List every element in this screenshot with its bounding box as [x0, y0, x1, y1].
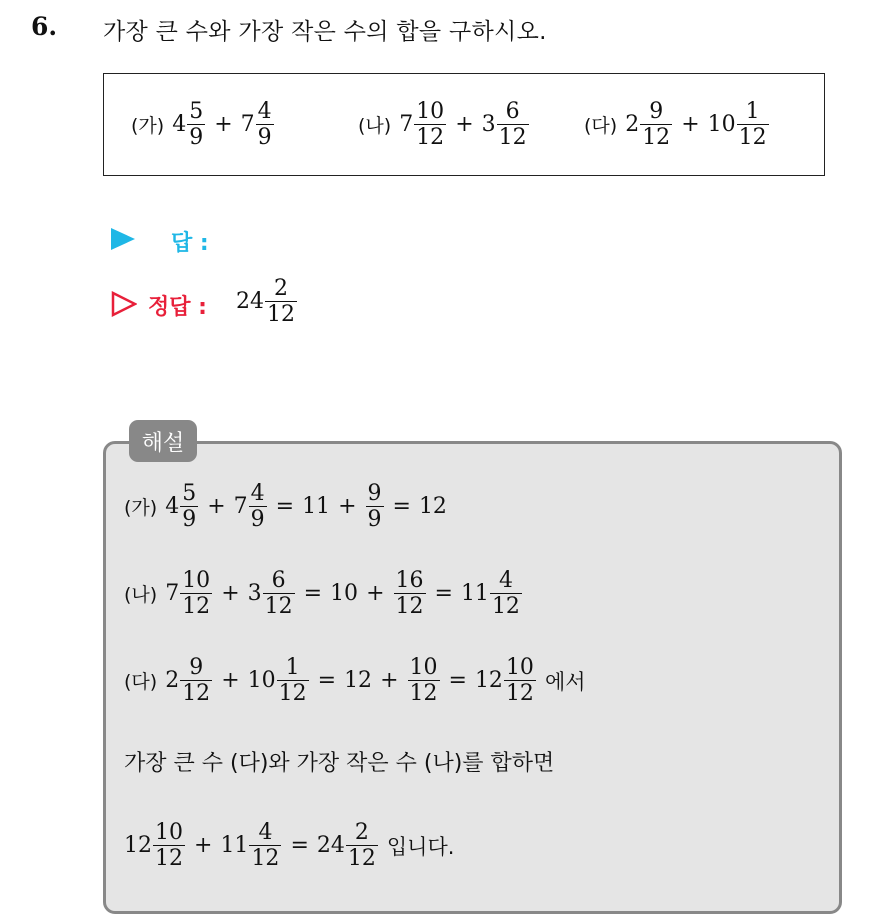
equals-sign: = — [317, 668, 337, 694]
question-number: 6. — [31, 12, 58, 41]
numerator: 5 — [182, 481, 197, 506]
fraction — [414, 99, 446, 151]
plus-sign: + — [681, 112, 700, 138]
denominator: 12 — [642, 125, 671, 151]
denominator: 12 — [155, 846, 183, 872]
play-arrow-icon — [111, 228, 135, 250]
denominator: 9 — [189, 125, 204, 151]
option-ga — [131, 99, 275, 151]
numerator: 1 — [745, 99, 760, 124]
numerator: 1 — [285, 655, 300, 680]
numerator: 10 — [505, 655, 534, 680]
plus-sign: + — [214, 112, 233, 138]
denominator: 12 — [395, 594, 424, 620]
option-label: (다) — [584, 115, 618, 138]
numerator: 4 — [257, 99, 272, 124]
whole-number: 2 — [165, 668, 180, 694]
whole-number: 3 — [481, 112, 496, 138]
numerator: 16 — [395, 568, 424, 593]
numerator: 10 — [416, 99, 445, 124]
whole-number: 12 — [344, 668, 373, 694]
denominator: 9 — [250, 507, 265, 533]
numerator: 9 — [649, 99, 664, 124]
whole-number: 24 — [236, 289, 264, 315]
plus-sign: + — [380, 668, 399, 694]
denominator: 9 — [182, 507, 197, 533]
explanation-line-ga — [124, 481, 447, 533]
whole-number: 7 — [165, 581, 180, 607]
numerator: 9 — [189, 655, 204, 680]
numerator: 9 — [367, 481, 382, 506]
whole-number: 7 — [399, 112, 414, 138]
option-label: (가) — [124, 497, 158, 520]
denominator: 12 — [505, 681, 534, 707]
whole-number: 10 — [330, 581, 359, 607]
suffix-text: 입니다. — [386, 834, 455, 859]
denominator: 9 — [257, 125, 272, 151]
plus-sign: + — [366, 581, 385, 607]
equals-sign: = — [303, 581, 323, 607]
fraction — [180, 481, 198, 533]
plus-sign: + — [221, 668, 240, 694]
fraction — [180, 568, 212, 620]
fraction — [640, 99, 672, 151]
whole-number: 11 — [460, 581, 489, 607]
fraction — [490, 568, 522, 620]
fraction — [153, 820, 185, 872]
plus-sign: + — [455, 112, 474, 138]
correct-answer-label: 정답 : — [148, 295, 207, 320]
fraction — [277, 655, 309, 707]
option-label: (나) — [358, 115, 392, 138]
whole-number: 10 — [247, 668, 276, 694]
fraction — [249, 820, 281, 872]
numerator: 2 — [274, 276, 288, 301]
whole-number: 4 — [165, 494, 180, 520]
denominator: 12 — [738, 125, 767, 151]
outline-arrow-icon — [111, 291, 137, 317]
plus-sign: + — [221, 581, 240, 607]
fraction — [265, 276, 297, 328]
denominator: 12 — [251, 846, 280, 872]
equals-sign: = — [448, 668, 467, 694]
answer-label: 답 : — [171, 231, 209, 256]
equals-sign: = — [290, 833, 309, 859]
numerator: 10 — [409, 655, 438, 680]
explanation-sentence: 가장 큰 수 (다)와 가장 작은 수 (나)를 합하면 — [124, 751, 555, 776]
fraction — [180, 655, 212, 707]
option-na — [358, 99, 530, 151]
numerator: 5 — [189, 99, 204, 124]
option-label: (나) — [124, 584, 158, 607]
fraction — [249, 481, 267, 533]
denominator: 12 — [491, 594, 520, 620]
numerator: 4 — [498, 568, 513, 593]
fraction — [366, 481, 384, 533]
option-label: (다) — [124, 671, 158, 694]
numerator: 6 — [271, 568, 286, 593]
explanation-line-na — [124, 568, 523, 620]
whole-number: 4 — [172, 112, 187, 138]
numerator: 10 — [155, 820, 183, 845]
whole-number: 11 — [302, 494, 331, 520]
whole-number: 10 — [707, 112, 736, 138]
whole-number: 11 — [220, 833, 249, 859]
explanation-tag: 해설 — [129, 420, 197, 462]
equals-sign: = — [392, 494, 411, 520]
whole-number: 12 — [124, 833, 152, 859]
denominator: 12 — [264, 594, 293, 620]
explanation-final — [124, 820, 454, 872]
equals-sign: = — [434, 581, 453, 607]
denominator: 12 — [347, 846, 376, 872]
equals-sign: = — [275, 494, 295, 520]
option-label: (가) — [131, 115, 165, 138]
whole-number: 7 — [233, 494, 248, 520]
fraction — [187, 99, 205, 151]
fraction — [263, 568, 295, 620]
denominator: 12 — [416, 125, 445, 151]
denominator: 9 — [367, 507, 382, 533]
suffix-text: 에서 — [544, 669, 586, 694]
fraction — [408, 655, 440, 707]
fraction — [394, 568, 426, 620]
whole-number: 24 — [316, 833, 345, 859]
option-da — [584, 99, 770, 151]
fraction — [497, 99, 529, 151]
fraction — [256, 99, 274, 151]
whole-number: 12 — [474, 668, 503, 694]
whole-number: 3 — [247, 581, 262, 607]
plus-sign: + — [338, 494, 357, 520]
numerator: 2 — [354, 820, 369, 845]
plus-sign: + — [194, 833, 213, 859]
numerator: 4 — [258, 820, 273, 845]
denominator: 12 — [267, 302, 295, 328]
whole-number: 7 — [240, 112, 255, 138]
correct-answer-value — [236, 276, 298, 328]
plus-sign: + — [207, 494, 226, 520]
numerator: 10 — [182, 568, 211, 593]
whole-number: 2 — [625, 112, 640, 138]
denominator: 12 — [498, 125, 527, 151]
denominator: 12 — [278, 681, 307, 707]
numerator: 4 — [250, 481, 265, 506]
fraction — [346, 820, 378, 872]
fraction — [737, 99, 769, 151]
explanation-line-da — [124, 655, 586, 707]
denominator: 12 — [182, 681, 211, 707]
denominator: 12 — [182, 594, 211, 620]
numerator: 6 — [505, 99, 520, 124]
denominator: 12 — [409, 681, 438, 707]
question-text: 가장 큰 수와 가장 작은 수의 합을 구하시오. — [103, 19, 547, 45]
result: 12 — [418, 494, 447, 520]
fraction — [504, 655, 536, 707]
